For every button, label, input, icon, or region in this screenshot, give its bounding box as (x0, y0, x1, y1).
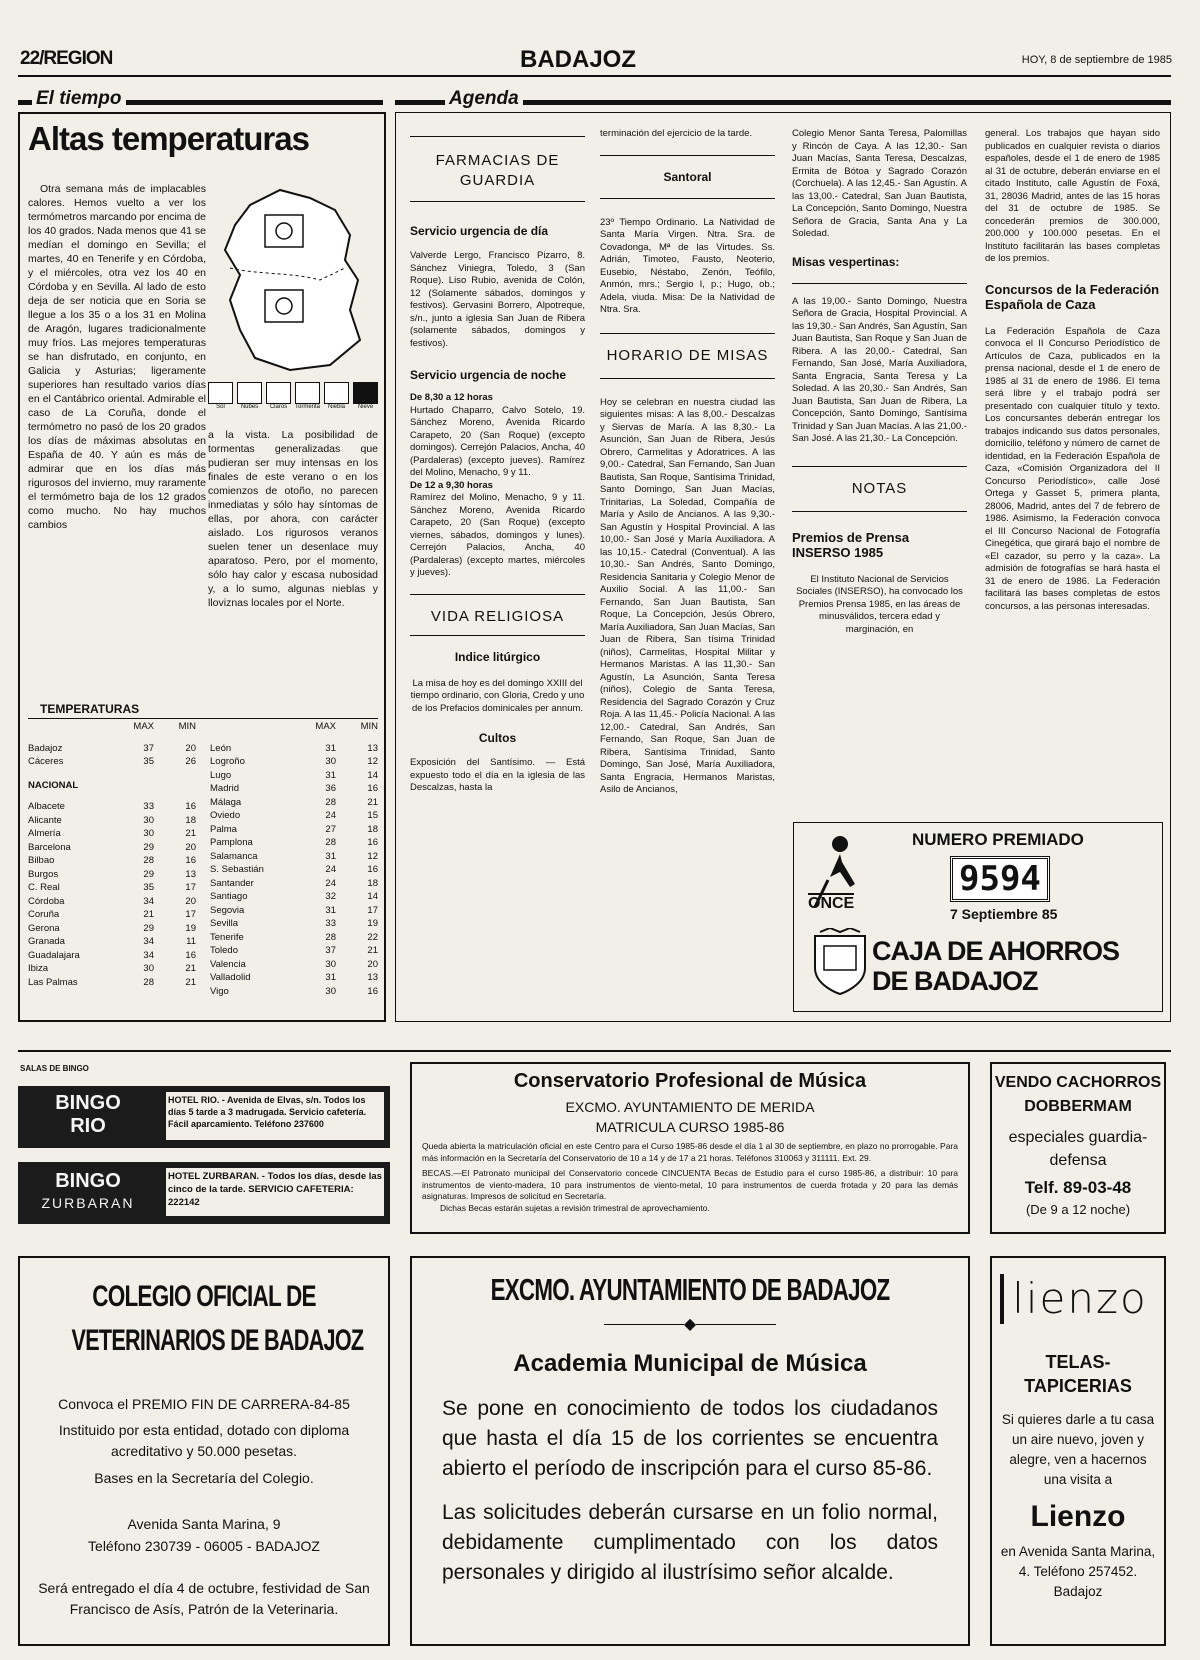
indice-text: La misa de hoy es del domingo XXIII del tiempo ordinario, con Gloria, Credo y uno de los Prefacios dominicales per annum. (410, 677, 585, 714)
cachorros-ad (990, 1062, 1166, 1234)
table-row: Córdoba 34 20 (28, 895, 196, 907)
table-row: Sevilla 33 19 (210, 918, 378, 930)
once-title: NUMERO PREMIADO (912, 830, 1084, 849)
ayuntamiento-p2: Las solicitudes deberán cursarse en un folio normal, debidamente cumplimentado con los datos personales y dirigido al ilustrísimo señor alcalde. (442, 1501, 938, 1584)
table-row: Oviedo 24 15 (210, 810, 378, 822)
sun-icon (265, 215, 303, 247)
noche2-head: De 12 a 9,30 horas (410, 479, 493, 491)
table-row: Ibiza 30 21 (28, 963, 196, 975)
veterinarios-address: Avenida Santa Marina, 9 (127, 1516, 281, 1532)
table-row: S. Sebastián 24 16 (210, 864, 378, 876)
table-row: Pamplona 28 16 (210, 837, 378, 849)
cloud-icon: Nubes (237, 382, 262, 410)
horario-heading: HORARIO DE MISAS (600, 333, 775, 379)
conservatorio-p2: BECAS.—El Patronato municipal del Conservatorio concede CINCUENTA Becas de Estudio para el curso 1985-86, a distribuir: 10 para instrumentos de viento-madera, 10 para instrumentos de viento-metal, 10 para instrumentos de cuerda frotada y 20 para las demás asignaturas. Impresos de solicitud en Secretaría. (422, 1168, 958, 1201)
ayuntamiento-p1: Se pone en conocimiento de todos los ciudadanos que hasta el día 15 de los corrientes se encuentra abierto el período de inscripción para el curso 85-86. (442, 1397, 938, 1480)
temps-table-left: MAX MIN Badajoz 37 20 Cáceres 35 26 NACIONAL Albacete 33 16 Alicante 30 18 Almería 30 21 Barcelona 29 20 Bilbao 28 16 Burgos 29 13 C. Real 35 17 Córdoba 34 20 Coruña 21 17 Gerona 29 19 Granada 34 11 Guadalajara 34 16 Ibiza 30 21 Las Palmas 28 21 (28, 721, 196, 988)
conservatorio-line2: MATRICULA CURSO 1985-86 (595, 1119, 785, 1135)
page-number: 22/REGION (20, 48, 113, 69)
temps-title: TEMPERATURAS (40, 702, 140, 716)
table-row: Palma 27 18 (210, 823, 378, 835)
notas-heading: NOTAS (792, 466, 967, 512)
ayuntamiento-title: EXCMO. AYUNTAMIENTO DE BADAJOZ (490, 1272, 890, 1307)
table-row: Valencia 30 20 (210, 958, 378, 970)
badajoz-crest-icon (810, 928, 870, 998)
temps-rule (28, 718, 378, 719)
table-row: Alicante 30 18 (28, 814, 196, 826)
storm-icon: Tormenta (295, 382, 320, 410)
ads-rule (18, 1050, 1171, 1052)
veterinarios-phone: Teléfono 230739 - 06005 - BADAJOZ (88, 1538, 320, 1554)
cachorros-desc: especiales guardia-defensa (1008, 1129, 1148, 1169)
draw-date: 7 Septiembre 85 (950, 906, 1058, 922)
horario-text: Hoy se celebran en nuestra ciudad las siguientes misas: A las 8,00.- Descalzas y Siervas de María. A las 8,30.- La Asunción, San Juan de Ribera, Jesús Obrero, Carmelitas y Adoratrices. A las 9,00.- Catedral, San Fernando, San Juan Bautista, San Roque, Santísima Trinidad, Santo Domingo, San Juan Macías, Trinitarias, La Soledad, Compañía de María y Asilo de Ancianos. A las 9,30.- San Agustín y Hospital Provincial. A las 10,00.- San José y María Auxiliadora. A las 10,15.- Catedral (Conventual). A las 10,30.- San Andrés, Santo Domingo, Residencia Sanitaria y Colegio Menor de Auxilio Social. A las 11,00.- San Fernando, San Juan Bautista, San Roque, La Concepción, Jesús Obrero, María Auxiliadora, San Juan Macías, San Juan de Ribera, San tísima Trinidad (niños), Carmelitas, Hospital Militar y Hermanos Maristas. A las 11,30.- San Agustín, La Asunción, Santa Teresa (niños), Colegio de Santa Teresa, Residencia del Sagrado Corazón y Cruz Roja. A las 11,45.- Policía Nacional. A las 12,00.- Catedral, San Andrés, San Fernando, San Roque, San Juan de Ribera, Santísima Trinidad, Santo Domingo, San José, María Auxiliadora, Santa Engracia, Hermanos Maristas, Asilo de Ancianos, (600, 396, 775, 795)
table-row: Madrid 36 16 (210, 783, 378, 795)
table-row: Coruña 21 17 (28, 909, 196, 921)
bingo-zurbaran-ad[interactable]: BINGO ZURBARAN HOTEL ZURBARAN. - Todos los días, desde las cinco de la tarde. SERVICIO CAFETERIA: 222142 (18, 1162, 390, 1224)
farmacias-heading: FARMACIAS DE GUARDIA (410, 136, 585, 202)
table-row: Lugo 31 14 (210, 769, 378, 781)
conservatorio-title: Conservatorio Profesional de Música (513, 1070, 867, 1092)
urg-noche-heading: Servicio urgencia de noche (410, 368, 567, 382)
table-row: Guadalajara 34 16 (28, 949, 196, 961)
issue-date: HOY, 8 de septiembre de 1985 (1021, 54, 1172, 66)
weather-legend (208, 382, 378, 410)
agenda-col-3 (792, 128, 967, 636)
premios-text: El Instituto Nacional de Servicios Sociales (INSERSO), ha convocado los Premios Prensa 1985, en las áreas de minusválidos, tercera edad y marginación, en (796, 573, 963, 635)
table-row: Logroño 30 12 (210, 756, 378, 768)
urg-dia-text: Valverde Lergo, Francisco Pizarro, 8. Sánchez Viniegra, Toledo, 3 (San Roque). Liso Rubio, avenida de Colón, 12 (Solamente sábados, domingos y festivos). Gervasini Borrero, Alpotreque, s/n., junto a iglesia San Juan de Ribera (solamente sábados, domingos y festivos). (410, 250, 585, 349)
table-row: Albacete 33 16 (28, 801, 196, 813)
agenda-col-4 (985, 128, 1160, 613)
agenda-col-1 (410, 120, 585, 795)
sun-icon (265, 290, 303, 322)
table-row: Bilbao 28 16 (28, 855, 196, 867)
premios-heading: Premios de Prensa INSERSO 1985 (792, 529, 910, 560)
vespertinas-text: A las 19,00.- Santo Domingo, Nuestra Señora de Gracia, Hospital Provincial. A las 19,30.- San Andrés, San Agustín, San Juan Bautista, San Roque y San Juan de Ribera. A las 20,00.- Catedral, San Fernando, San José, María Auxiliadora, Santa Engracia, Santa Teresa y La Soledad. A las 20,30.- San Andrés, San Juan Bautista, San Juan de Ribera, La Concepción, Santo Domingo, Santísima Trinidad y San Juan Macías. A las 21,00.- San José. A las 21,30.- La Concepción. (792, 295, 967, 444)
tiempo-continued: a la vista. La posibilidad de tormentas generalizadas que pudieran ser muy intensas en los finales de este verano o en los comienzos de otoño, no parecen inmediatas y sólo hay síntomas de ellas, por ahora, con carácter aislado. Los rigurosos veranos suelen tener un desenlace muy aparatoso. Pero, por el momento, sólo hay calor y escasa nubosidad y, a lo sumo, algunas nieblas y lloviznas locales por el Norte. (208, 429, 378, 609)
cachorros-phone: Telf. 89-03-48 (1024, 1178, 1132, 1197)
lienzo-name: Lienzo (1030, 1500, 1126, 1533)
table-row: Santander 24 18 (210, 877, 378, 889)
table-row: Valladolid 31 13 (210, 972, 378, 984)
table-row: Barcelona 29 20 (28, 841, 196, 853)
table-row: Tenerife 28 22 (210, 931, 378, 943)
table-row: Toledo 37 21 (210, 945, 378, 957)
ayuntamiento-divider: ◆ (412, 1314, 968, 1334)
bingo-label: SALAS DE BINGO (20, 1064, 89, 1073)
academia-title: Academia Municipal de Música (513, 1350, 867, 1377)
santoral-heading: Santoral (663, 169, 712, 184)
snow-icon: Nieve (353, 382, 378, 410)
col3-top: Colegio Menor Santa Teresa, Palomillas y Rincón de Caya. A las 12,30.- San Juan Macías, Santa Teresa, Descalzas, Ermita de Bótoa y Sagrado Corazón (Corchuela). A las 12,45.- San Agustín. A las 13,00.- Catedral, San Juan Bautista, La Concepción, Santo Domingo, Nuestra Señora de Gracia, Santa Ana y La Soledad. (792, 128, 967, 239)
vespertinas-heading: Misas vespertinas: (792, 255, 967, 284)
table-row: Salamanca 31 12 (210, 850, 378, 862)
concursos-heading: Concursos de la Federación Española de Caza (985, 281, 1160, 312)
lienzo-logo: lienzo (1000, 1274, 1156, 1324)
veterinarios-p1: Convoca el PREMIO FIN DE CARRERA-84-85 (58, 1396, 350, 1412)
table-row: Granada 34 11 (28, 936, 196, 948)
table-row: Segovia 31 17 (210, 904, 378, 916)
noche1-head: De 8,30 a 12 horas (410, 392, 493, 403)
once-logo-text: ONCE (808, 895, 855, 912)
agenda-col-2 (600, 128, 775, 797)
lienzo-subtitle: TELAS-TAPICERIAS (1024, 1352, 1132, 1396)
table-row: Almería 30 21 (28, 828, 196, 840)
conservatorio-line1: EXCMO. AYUNTAMIENTO DE MERIDA (565, 1099, 815, 1115)
conservatorio-ad (410, 1062, 970, 1234)
table-row: Gerona 29 19 (28, 922, 196, 934)
nacional-label: NACIONAL (28, 779, 79, 791)
table-row: Vigo 30 16 (210, 985, 378, 997)
conservatorio-p3: Dichas Becas estarán sujetas a revisión trimestral de aprovechamiento. (440, 1202, 710, 1213)
urg-dia-heading: Servicio urgencia de día (410, 224, 549, 238)
bingo-rio-ad[interactable]: BINGO RIO HOTEL RIO. - Avenida de Elvas, s/n. Todos los días 5 tarde a 3 madrugada. Servicio cafetería. Fácil aparcamiento. Teléfono 237600 (18, 1086, 390, 1148)
conservatorio-p1: Queda abierta la matriculación oficial en este Centro para el Curso 1985-86 desde el día 1 al 30 de septiembre, en plazo no prorrogable. Para más información en la Secretaría del Conservatorio de 10 a 14 y de 17 a 21 horas. Teléfonos 310063 y 311111. Ext. 29. (422, 1141, 958, 1163)
fog-icon: Niebla (324, 382, 349, 410)
veterinarios-ad (18, 1256, 390, 1646)
table-row: Cáceres 35 26 (28, 756, 196, 768)
table-row: Burgos 29 13 (28, 868, 196, 880)
noche1-text: Hurtado Chaparro, Calvo Sotelo, 19. Sánchez Moreno, Avenida Ricardo Carapeto, 20 (San Roque) (excepto domingos). Cerrejón Palacios, Ancha, 40 (Pardaleras) (excepto jueves). Ramírez del Molino, Menacho, 9 y 11. (410, 404, 585, 478)
table-row: Málaga 28 21 (210, 796, 378, 808)
vida-heading: VIDA RELIGIOSA (410, 594, 585, 636)
caja-ahorros-logo: CAJA DE AHORROS DE BADAJOZ (872, 936, 1120, 996)
noche2-text: Ramírez del Molino, Menacho, 9 y 11. Sánchez Moreno, Avenida Ricardo Carapeto, 20 (San Roque) (excepto viernes, sábados, domingos y lunes). Cerrejón Palacios, Ancha, 40 (Pardaleras) (excepto martes, miércoles y jueves). (410, 492, 585, 578)
concursos-text: La Federación Española de Caza convoca el II Concurso Periodístico de Artículos de Caza, publicados en la prensa nacional, desde el 1 de enero de 1985 al 31 de enero de 1986. El tema será libre y el trabajo podrá ser presentado con cualquier título y texto. Los concursantes deberán entregar los trabajos indicando sus datos personales, domicilio, teléfono y número de carnet de identidad, en la Federación Española de Caza, «Comisión Organizadora del II Concurso Periodístico», calle José Ortega y Gasset 5, primera planta, 28006, Madrid, antes del 7 de febrero de 1986. Asimismo, la Federación convoca el III Concurso Nacional de Fotografía Cinegética, que girará bajo el nombre de «El cazador, su perro y la caza». La admisión de fotografías se hará hasta el 31 de enero de 1986. La Federación facilitará las bases completas de estos concursos, a las personas interesadas. (985, 325, 1160, 612)
table-row: Badajoz 37 20 (28, 742, 196, 754)
cultos-text: Exposición del Santísimo. — Está expuesto todo el día en la iglesia de las Descalzas, hasta la (410, 757, 585, 793)
veterinarios-p3: Bases en la Secretaría del Colegio. (94, 1470, 314, 1486)
lienzo-ad (990, 1256, 1166, 1646)
veterinarios-p2: Instituido por esta entidad, dotado con diploma acreditativo y 50.000 pesetas. (58, 1422, 350, 1459)
tiempo-section-label: El tiempo (32, 88, 126, 110)
temps-table-right: MAX MIN León 31 13 Logroño 30 12 Lugo 31 14 Madrid 36 16 Málaga 28 21 Oviedo 24 15 Palma 27 18 Pamplona 28 16 Salamanca 31 12 S. Sebastián 24 16 Santander 24 18 Santiago 32 14 Segovia 31 17 Sevilla 33 19 Tenerife 28 22 Toledo 37 21 Valencia 30 20 Valladolid 31 13 Vigo 30 16 (210, 721, 378, 997)
cachorros-title: VENDO CACHORROS (994, 1074, 1162, 1091)
ayuntamiento-ad (410, 1256, 970, 1646)
lienzo-p1: Si quieres darle a tu casa un aire nuevo, joven y alegre, ven a hacernos una visita a (1001, 1412, 1155, 1487)
veterinarios-title-1: COLEGIO OFICIAL DE (92, 1280, 316, 1313)
table-row: Santiago 32 14 (210, 891, 378, 903)
veterinarios-p6: Será entregado el día 4 de octubre, festividad de San Francisco de Asís, Patrón de la Veterinaria. (38, 1580, 370, 1617)
veterinarios-title-2: VETERINARIOS DE BADAJOZ (71, 1324, 364, 1357)
agenda-section-label: Agenda (445, 88, 523, 110)
header-rule (18, 75, 1171, 77)
table-row: C. Real 35 17 (28, 882, 196, 894)
cachorros-breed: DOBBERMAM (1024, 1098, 1132, 1115)
cultos-heading: Cultos (478, 731, 517, 745)
lienzo-address: en Avenida Santa Marina, 4. Teléfono 257452. Badajoz (1000, 1544, 1156, 1599)
santoral-text: 23º Tiempo Ordinario. La Natividad de Santa María Virgen. Ntra. Sra. de Covadonga, Mª de las Virtudes. Ss. Adrián, Timoteo, Fausto, Neoterio, Eusebio, Néstabo, Zenón, Teófilo, Anmón, mrs.; Sergio I, p.; Hugo, ob.; Adela, viuda. Misa: De la Natividad de Ntra. Sra. (600, 216, 775, 315)
extremadura-map (210, 180, 375, 380)
city-title: BADAJOZ (520, 46, 637, 73)
table-row: León 31 13 (210, 742, 378, 754)
sun-cloud-icon: Claros (266, 382, 291, 410)
table-row: Las Palmas 28 21 (28, 976, 196, 988)
col4-top: general. Los trabajos que hayan sido publicados en cualquier revista o diarios españoles, desde el 1 de enero de 1985 al 31 de octubre, deberán enviarse en el citado Instituto, calle Agustín de Foxá, 31, 28036 Madrid, antes de las 15 horas del 31 de octubre de 1985. Se concederán premios de 300.000, 200.000 y 100.000 pesetas. En el Instituto facilitarán las bases completas de los premios. (985, 128, 1160, 264)
col2-top: terminación del ejercicio de la tarde. (600, 128, 753, 139)
tiempo-title: Altas temperaturas (28, 120, 309, 157)
tiempo-intro: Otra semana más de implacables calores. Hemos vuelto a ver los termómetros marcando por encima de los 40 grados. Nada menos que 41 se medían el domingo en Sevilla; el martes, 40 en Tenerife y en Córdoba, y el miércoles, otra vez los 40 en Córdoba y en Sevilla. Al lado de esto deja de ser noticia que en Soria se llegue a los 35 o a los 31 en Molina de Aragón, lugares tradicionalmente muy fríos. Las mejores temperaturas se han disfrutado, en conjunto, en Galicia y Asturias; ligeramente superiores han resultado varios días en el Cantábrico oriental. Admirable el caso de La Coruña, donde el termómetro no pasó de los 20 grados los días de máximas absolutas en España de 40. Y aún es más de admirar que en los días más rigurosos del invierno, muy raramente el termómetro baja de los 12 grados como mucho. No hay muchos cambios (28, 183, 206, 531)
sun-icon: Sol (208, 382, 233, 410)
winning-number: 9594 (950, 856, 1050, 902)
indice-heading: Indice litúrgico (454, 649, 541, 664)
cachorros-hours: (De 9 a 12 noche) (1025, 1202, 1131, 1217)
